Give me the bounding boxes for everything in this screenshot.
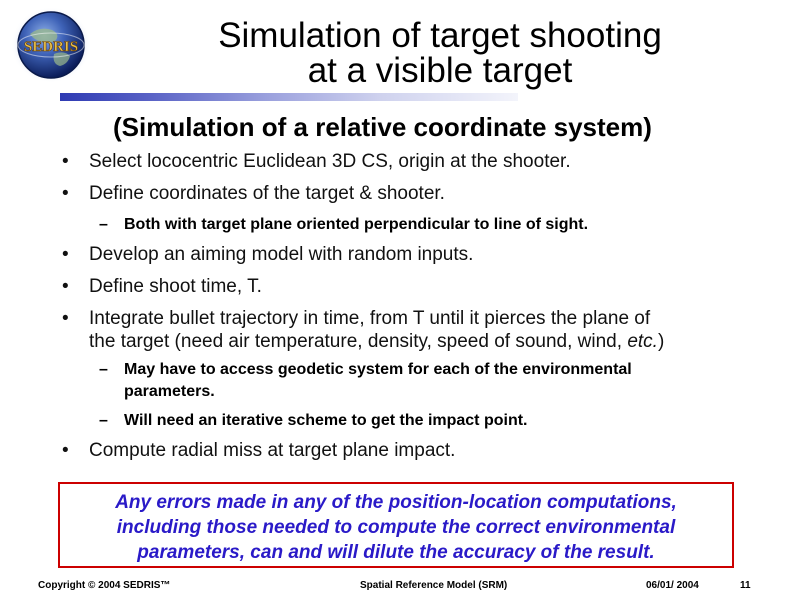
sub-bullet-item bbox=[62, 410, 782, 432]
callout-line-2: including those needed to compute the correct environmental bbox=[116, 517, 676, 538]
bullet-item bbox=[62, 150, 782, 173]
etc-italic: etc. bbox=[627, 331, 658, 352]
slide-title bbox=[100, 18, 780, 88]
bullet-text-line-2 bbox=[89, 330, 782, 353]
footer-copyright: Copyright © 2004 SEDRIS™ bbox=[38, 580, 171, 591]
footer-page-number: 11 bbox=[740, 580, 751, 591]
bullet-item bbox=[62, 307, 782, 353]
bullet-marker: • bbox=[62, 151, 69, 172]
bullet-text: Develop an aiming model with random inputs. bbox=[89, 244, 474, 265]
bullet-text: Define shoot time, T. bbox=[89, 276, 262, 297]
callout-line-3: parameters, can and will dilute the accuracy of the result. bbox=[137, 542, 655, 563]
sub-bullet-text: Both with target plane oriented perpendicular to line of sight. bbox=[124, 216, 589, 233]
callout-line-1: Any errors made in any of the position-location computations, bbox=[115, 492, 677, 513]
warning-callout-box bbox=[58, 482, 734, 568]
sub-bullet-marker: – bbox=[99, 216, 108, 233]
bullet-text-line-1: Integrate bullet trajectory in time, from T until it pierces the plane of bbox=[89, 308, 651, 329]
footer-center-title: Spatial Reference Model (SRM) bbox=[360, 580, 508, 591]
bullet-text: Define coordinates of the target & shooter. bbox=[89, 183, 445, 204]
logo-text: SEDRIS bbox=[23, 39, 79, 55]
footer-date: 06/01/ 2004 bbox=[646, 580, 699, 591]
sub-bullet-text-line-1: May have to access geodetic system for each of the environmental bbox=[124, 361, 632, 378]
bullet-item bbox=[62, 275, 782, 298]
sub-bullet-marker: – bbox=[99, 412, 108, 429]
bullet-text-close-paren: ) bbox=[657, 331, 665, 352]
sub-bullet-text: Will need an iterative scheme to get the impact point. bbox=[124, 412, 528, 429]
bullet-marker: • bbox=[62, 244, 69, 265]
bullet-marker: • bbox=[62, 308, 69, 329]
sub-bullet-marker: – bbox=[99, 361, 108, 378]
bullet-text-line-2-main: the target (need air temperature, density, speed of sound, wind, bbox=[89, 331, 628, 352]
bullet-marker: • bbox=[62, 276, 69, 297]
bullet-item bbox=[62, 243, 782, 266]
bullet-marker: • bbox=[62, 183, 69, 204]
slide-subtitle: (Simulation of a relative coordinate system) bbox=[113, 112, 652, 142]
sedris-logo bbox=[10, 6, 92, 84]
sub-bullet-text-line-2: parameters. bbox=[124, 383, 215, 400]
bullet-text: Select lococentric Euclidean 3D CS, origin at the shooter. bbox=[89, 151, 571, 172]
bullet-list bbox=[62, 150, 782, 471]
bullet-text: Compute radial miss at target plane impact. bbox=[89, 440, 456, 461]
sub-bullet-item bbox=[62, 214, 782, 236]
title-line-1: Simulation of target shooting bbox=[218, 16, 662, 55]
bullet-item bbox=[62, 182, 782, 205]
title-line-2: at a visible target bbox=[307, 51, 573, 90]
bullet-item bbox=[62, 439, 782, 462]
bullet-marker: • bbox=[62, 440, 69, 461]
title-underline-bar bbox=[60, 93, 518, 101]
sub-bullet-item bbox=[62, 359, 782, 403]
